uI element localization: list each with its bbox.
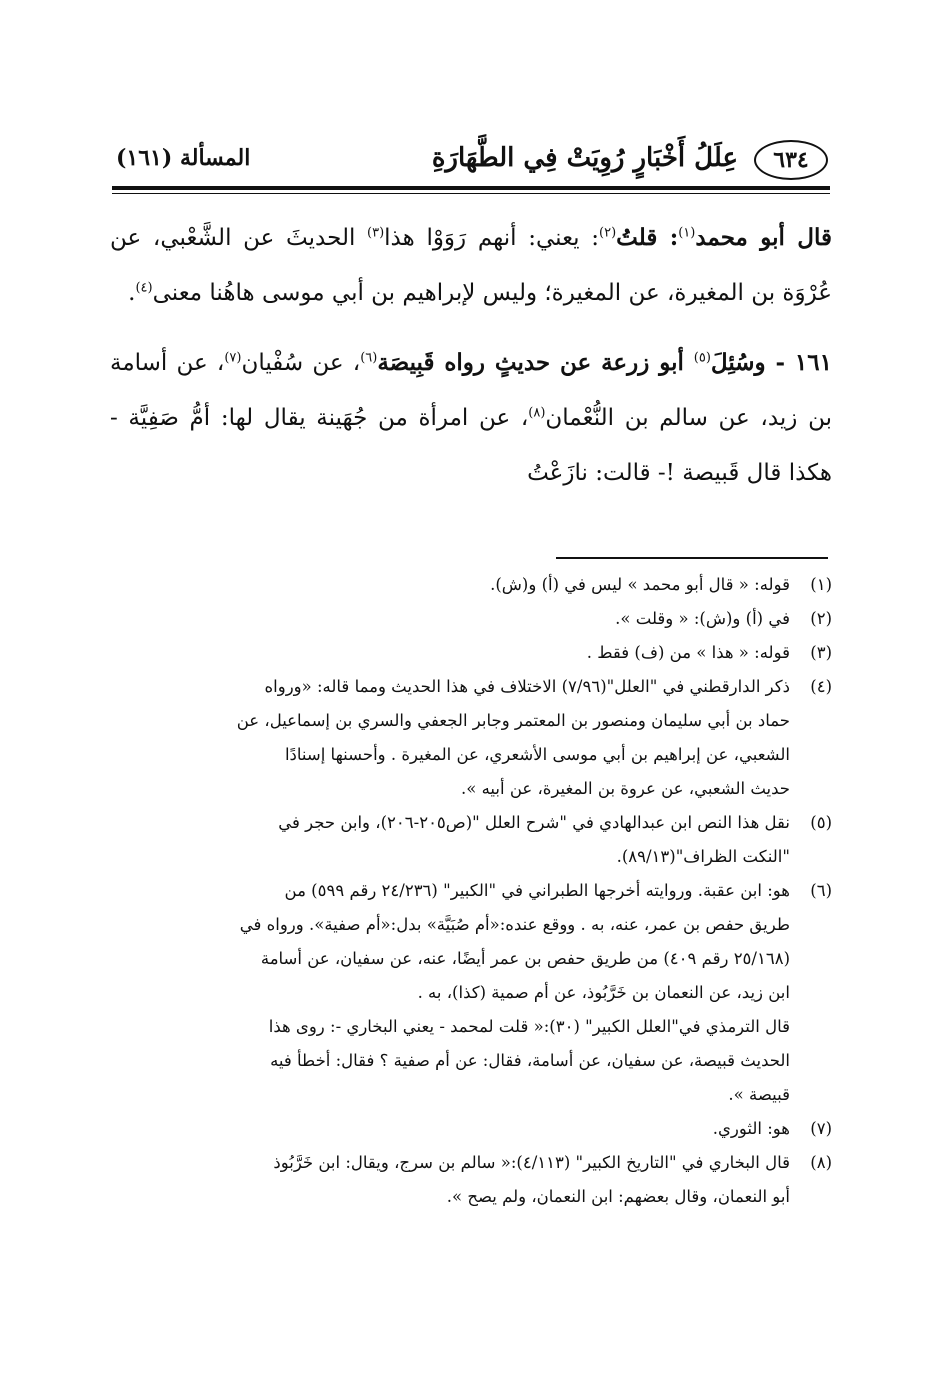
footnote-ref-6[interactable]: (٦) [360, 350, 378, 366]
footnote-text [110, 806, 790, 874]
footnote-7 [110, 1112, 832, 1146]
footnote-4 [110, 670, 832, 806]
page-header [112, 128, 830, 186]
footnote-separator [556, 557, 828, 559]
speaker-said: : قلتُ [616, 224, 679, 251]
footnote-line: طريق حفص بن عمر، عنه، به . ووقع عنده:«أم صُبَيَّة» بدل:«أم صفية». ورواه في [239, 915, 790, 934]
footnote-line: الحديث قبيصة، عن سفيان، عن أسامة، فقال: عن أم صفية ؟ فقال: أخطأ فيه [270, 1051, 790, 1070]
paragraph-text: ، عن سُفْيان [241, 350, 361, 376]
footnote-line: ابن زيد، عن النعمان بن خَرَّبُوذ، عن أم صمية (كذا)، به . [417, 983, 790, 1002]
footnote-line: قبيصة ». [728, 1085, 790, 1104]
issue-number-question: ١٦١ - وسُئِلَ [710, 349, 832, 376]
footnote-number: (٥) [810, 813, 832, 832]
page-number: ٦٣٤ [754, 140, 828, 180]
footnote-line: "النكت الظراف"(٨٩/١٣). [616, 847, 790, 866]
footnote-line: قال البخاري في "التاريخ الكبير" (٤/١١٣):« سالم بن سرج، ويقال: ابن خَرَّبُوذ [273, 1153, 790, 1172]
footnote-ref-2[interactable]: (٢) [599, 225, 617, 241]
issue-label: المسألة (١٦١) [116, 145, 251, 171]
footnote-1 [110, 568, 832, 602]
footnote-line: أبو النعمان، وقال بعضهم: ابن النعمان، ولم يصح ». [446, 1187, 790, 1206]
footnote-text [110, 670, 790, 806]
footnote-text [110, 636, 790, 670]
footnote-ref-7[interactable]: (٧) [224, 350, 242, 366]
paragraph-text: ، عن أسامة بن زيد، عن سالم بن النُّعْمان [110, 350, 832, 431]
footnote-ref-5[interactable]: (٥) [693, 350, 711, 366]
paragraph-text: . [128, 280, 136, 306]
footnote-line: قوله: « هذا » من (ف) فقط . [586, 643, 790, 662]
footnote-line: (٢٥/١٦٨ رقم ٤٠٩) من طريق حفص بن عمر أيضًا، عنه، عن سفيان، عن أسامة [260, 949, 790, 968]
footnote-line: حديث الشعبي، عن عروة بن المغيرة، عن أبيه ». [461, 779, 790, 798]
main-text [110, 210, 832, 501]
footnote-text [110, 568, 790, 602]
footnote-line: في (أ) و(ش): « وقلت ». [615, 609, 790, 628]
footnotes [110, 568, 832, 1214]
paragraph-text: الحديثَ عن الشَّعْبي، عن عُرْوَة بن المغيرة، عن المغيرة؛ وليس لإبراهيم بن أبي موسى هاهُنا معنى [110, 225, 832, 306]
footnote-number: (٤) [810, 677, 832, 696]
footnote-line: الشعبي، عن إبراهيم بن أبي موسى الأشعري، عن المغيرة . وأحسنها إسنادًا [284, 745, 790, 764]
paragraph-text: ، عن امرأة من جُهَينة يقال لها: أمُّ صَفِيَّة - هكذا قال قَبيصة !- قالت: نازَعْتُ [110, 405, 832, 486]
footnote-text [110, 1112, 790, 1146]
footnote-text [110, 874, 790, 1112]
book-title: عِلَلُ أَخْبَارٍ رُوِيَتْ فِي الطَّهَارَةِ [431, 143, 738, 173]
footnote-line: قال الترمذي في"العلل الكبير" (٣٠):« قلت لمحمد - يعني البخاري -: روى هذا [268, 1017, 790, 1036]
footnote-5 [110, 806, 832, 874]
header-rule-thin [112, 193, 830, 194]
footnote-number: (٣) [810, 643, 832, 662]
paragraph-2 [110, 335, 832, 501]
paragraph-1 [110, 210, 832, 321]
question-text: أبو زرعة عن حديثٍ رواه قَبِيصَة [377, 349, 694, 376]
footnote-line: ذكر الدارقطني في "العلل"(٧/٩٦) الاختلاف في هذا الحديث ومما قاله: «ورواه [264, 677, 790, 696]
paragraph-text: : يعني: أنهم رَوَوْا هذا [384, 225, 599, 251]
footnote-6 [110, 874, 832, 1112]
footnote-line: حماد بن أبي سليمان ومنصور بن المعتمر وجابر الجعفي والسري بن إسماعيل، عن [236, 711, 790, 730]
footnote-number: (٨) [810, 1153, 832, 1172]
footnote-ref-8[interactable]: (٨) [528, 405, 546, 421]
footnote-line: هو: الثوري. [712, 1119, 790, 1138]
footnote-text [110, 602, 790, 636]
footnote-number: (١) [810, 575, 832, 594]
speaker-name: قال أبو محمد [695, 224, 833, 251]
footnote-ref-3[interactable]: (٣) [367, 225, 385, 241]
footnote-text [110, 1146, 790, 1214]
footnote-line: نقل هذا النص ابن عبدالهادي في "شرح العلل "(ص٢٠٥-٢٠٦)، وابن حجر في [278, 813, 790, 832]
footnote-number: (٢) [810, 609, 832, 628]
footnote-3 [110, 636, 832, 670]
footnote-2 [110, 602, 832, 636]
header-rule-thick [112, 186, 830, 190]
footnote-8 [110, 1146, 832, 1214]
footnote-number: (٦) [810, 881, 832, 900]
footnote-ref-1[interactable]: (١) [678, 225, 696, 241]
footnote-line: قوله: « قال أبو محمد » ليس في (أ) و(ش). [490, 575, 790, 594]
footnote-ref-4[interactable]: (٤) [135, 280, 153, 296]
footnote-number: (٧) [810, 1119, 832, 1138]
footnote-line: هو: ابن عقبة. وروايته أخرجها الطبراني في "الكبير" (٢٤/٢٣٦ رقم ٥٩٩) من [284, 881, 790, 900]
